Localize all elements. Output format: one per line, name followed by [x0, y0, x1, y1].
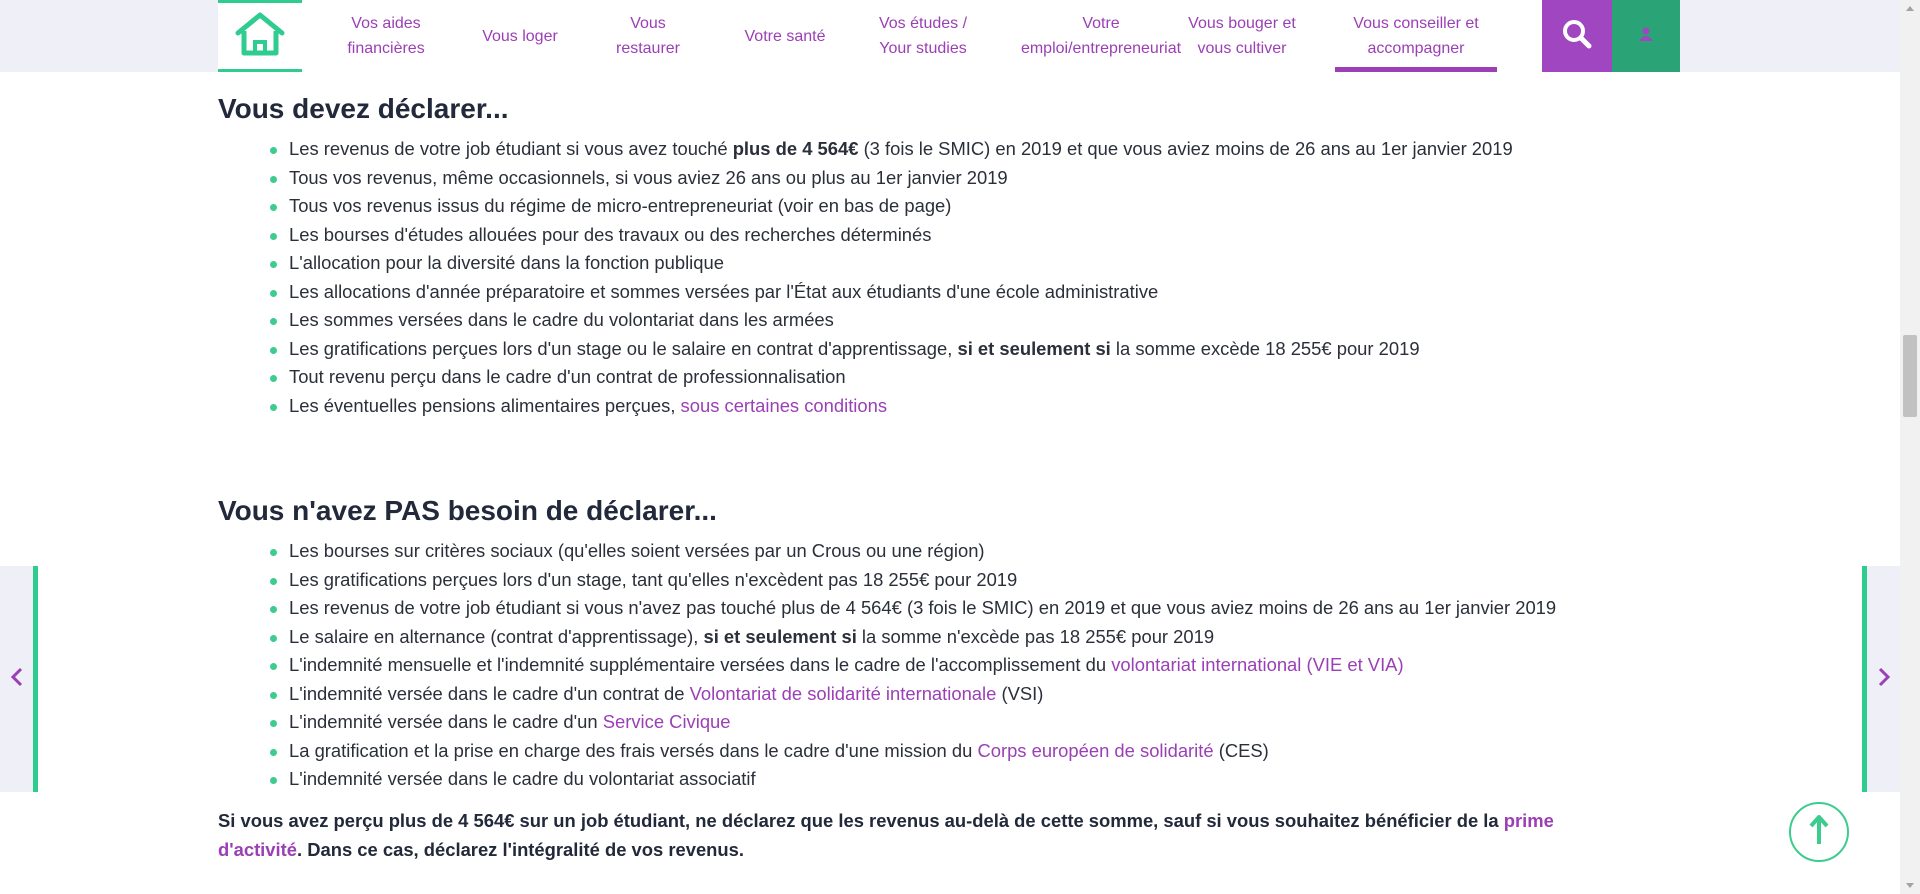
list-item: L'indemnité versée dans le cadre d'un Service Civique	[218, 708, 1680, 737]
not-declare-list	[218, 537, 1680, 794]
nav-label-line2: vous cultiver	[1197, 40, 1287, 57]
link-activite[interactable]: d'activité	[218, 838, 297, 860]
nav-label-line1: Vous bouger et	[1188, 15, 1296, 32]
nav-label-line2: emploi/entrepreneuriat	[1020, 40, 1182, 57]
link-prime[interactable]: prime	[1503, 809, 1554, 831]
nav-item-etudes[interactable]	[868, 0, 978, 72]
link-service-civique[interactable]: Service Civique	[602, 711, 731, 732]
list-item: Tous vos revenus issus du régime de micro-entrepreneuriat (voir en bas de page)	[218, 192, 1680, 221]
list-item: L'allocation pour la diversité dans la fonction publique	[218, 249, 1680, 278]
scroll-down-icon[interactable]	[1906, 883, 1914, 888]
list-item: Les revenus de votre job étudiant si vous n'avez pas touché plus de 4 564€ (3 fois le SMIC) en 2019 et que vous aviez moins de 26 ans au 1er janvier 2019	[218, 594, 1680, 623]
chevron-right-icon	[1877, 667, 1891, 692]
list-item: Les revenus de votre job étudiant si vous avez touché plus de 4 564€ (3 fois le SMIC) en 2019 et que vous aviez moins de 26 ans au 1er janvier 2019	[218, 135, 1680, 164]
nav-item-sante[interactable]	[730, 0, 840, 72]
nav-label-line1: Vous	[630, 15, 666, 32]
link-volontariat-solidarite[interactable]: Volontariat de solidarité internationale	[689, 682, 997, 704]
list-item: Les gratifications perçues lors d'un stage ou le salaire en contrat d'apprentissage, si et seulement si la somme excède 18 255€ pour 2019	[218, 335, 1680, 364]
nav-label-line1: Vos études /	[878, 15, 968, 32]
scroll-to-top-button[interactable]	[1789, 802, 1849, 862]
list-item: L'indemnité versée dans le cadre d'un contrat de Volontariat de solidarité internationale (VSI)	[218, 680, 1680, 709]
list-item: L'indemnité versée dans le cadre du volontariat associatif	[218, 765, 1680, 794]
carousel-prev-button[interactable]	[0, 566, 38, 792]
nav-label-line1: Vos aides	[351, 15, 421, 32]
scroll-thumb[interactable]	[1903, 335, 1917, 417]
final-note: Si vous avez perçu plus de 4 564€ sur un job étudiant, ne déclarez que les revenus au-delà de cette somme, sauf si vous souhaitez bénéficier de la prime d'activité. Dans ce cas, déclarez l'intégralité de vos revenus.	[218, 809, 1554, 860]
search-button[interactable]	[1542, 0, 1612, 72]
main-nav	[218, 0, 1680, 72]
user-icon	[1636, 25, 1656, 48]
nav-label-line2: Your studies	[879, 40, 967, 57]
list-item: Les éventuelles pensions alimentaires perçues, sous certaines conditions	[218, 392, 1680, 421]
list-item: L'indemnité mensuelle et l'indemnité supplémentaire versées dans le cadre de l'accomplissement du volontariat international (VIE et VIA)	[218, 651, 1680, 680]
list-item: Tous vos revenus, même occasionnels, si vous aviez 26 ans ou plus au 1er janvier 2019	[218, 164, 1680, 193]
list-item: Les allocations d'année préparatoire et sommes versées par l'État aux étudiants d'une école administrative	[218, 278, 1680, 307]
list-item: Les sommes versées dans le cadre du volontariat dans les armées	[218, 306, 1680, 335]
declare-list	[218, 135, 1680, 420]
list-item: Tout revenu perçu dans le cadre d'un contrat de professionnalisation	[218, 363, 1680, 392]
nav-label-line1: Votre	[1082, 15, 1120, 32]
account-button[interactable]	[1612, 0, 1680, 72]
link-volontariat-international[interactable]: volontariat international (VIE et VIA)	[1111, 654, 1404, 675]
nav-item-aides[interactable]	[324, 0, 448, 72]
link-corps-europeen[interactable]: Corps européen de solidarité	[977, 739, 1214, 761]
nav-item-emploi[interactable]	[1018, 0, 1184, 72]
list-item: Les bourses d'études allouées pour des travaux ou des recherches déterminés	[218, 221, 1680, 250]
nav-item-conseiller[interactable]	[1335, 0, 1497, 72]
nav-label-line1: Vous loger	[482, 27, 558, 45]
main-content	[218, 72, 1680, 864]
nav-label-line2: financières	[347, 40, 425, 57]
search-icon	[1561, 18, 1593, 55]
carousel-next-button[interactable]	[1862, 566, 1900, 792]
nav-item-loger[interactable]	[466, 0, 574, 72]
list-item: Le salaire en alternance (contrat d'apprentissage), si et seulement si la somme n'excède pas 18 255€ pour 2019	[218, 623, 1680, 652]
list-item: La gratification et la prise en charge des frais versés dans le cadre d'une mission du Corps européen de solidarité (CES)	[218, 737, 1680, 766]
nav-label-line1: Votre santé	[744, 27, 826, 45]
nav-item-bouger[interactable]	[1182, 0, 1302, 72]
site-header	[0, 0, 1900, 72]
scroll-up-icon[interactable]	[1906, 6, 1914, 11]
home-icon	[234, 11, 286, 62]
nav-label-line1: Vous conseiller et	[1353, 15, 1479, 32]
home-button[interactable]	[218, 0, 302, 72]
chevron-left-icon	[10, 667, 24, 692]
nav-label-line2: accompagner	[1367, 40, 1465, 57]
nav-item-restaurer[interactable]	[598, 0, 698, 72]
arrow-up-icon	[1809, 814, 1829, 851]
page-scrollbar[interactable]	[1900, 0, 1920, 894]
list-item: Les gratifications perçues lors d'un stage, tant qu'elles n'excèdent pas 18 255€ pour 2019	[218, 566, 1680, 595]
nav-label-line2: restaurer	[615, 40, 681, 57]
link-sous-certaines-conditions[interactable]: sous certaines conditions	[680, 394, 888, 416]
section-title-not-declare: Vous n'avez PAS besoin de déclarer...	[218, 495, 717, 526]
list-item: Les bourses sur critères sociaux (qu'elles soient versées par un Crous ou une région)	[218, 537, 1680, 566]
section-title-declare: Vous devez déclarer...	[218, 93, 509, 124]
